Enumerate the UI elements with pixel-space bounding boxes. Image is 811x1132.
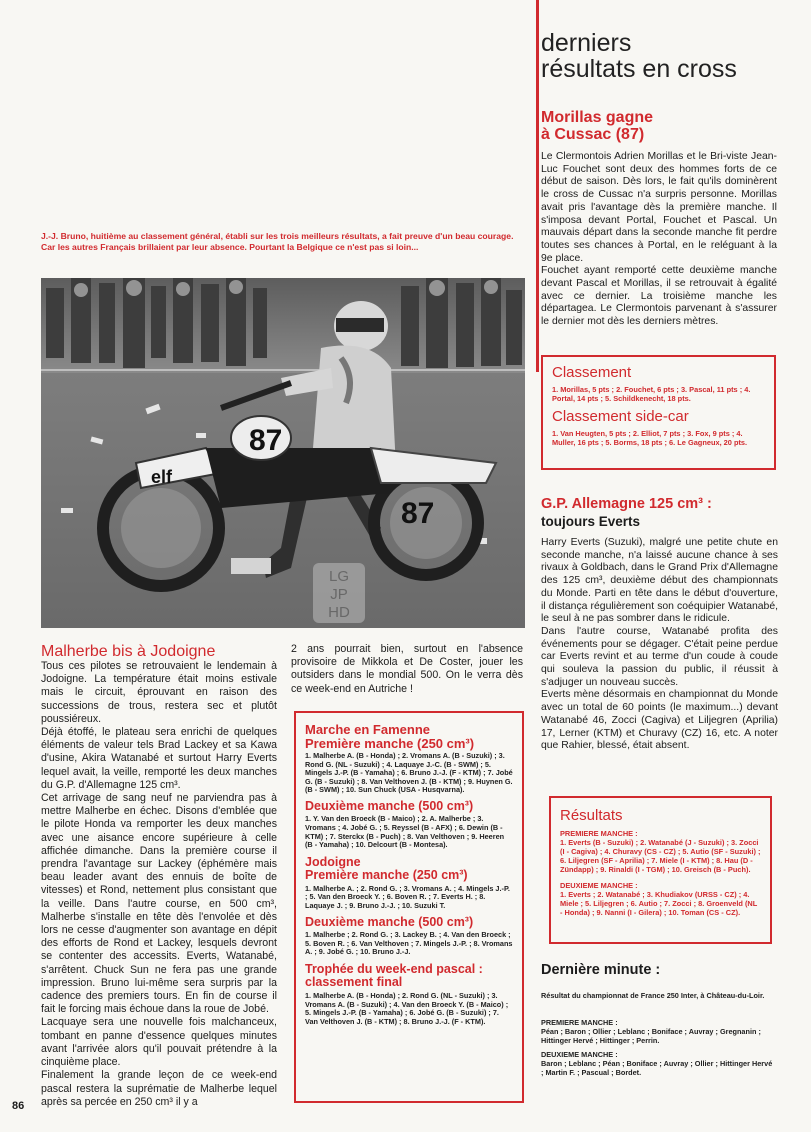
- watermark-1: LG: [328, 568, 350, 585]
- classement-sidecar-text: 1. Van Heugten, 5 pts ; 2. Elliot, 7 pts ; 3. Fox, 9 pts ; 4. Muller, 16 pts ; 5. Borms, 18 pts ; 6. Le Gagneux, 20 pts.: [552, 429, 748, 447]
- photo-number-side: 87: [401, 497, 435, 530]
- classement-box: [541, 355, 776, 470]
- red-vertical-rule: [536, 0, 539, 372]
- marche-first-heading: Première manche (250 cm³): [305, 735, 475, 751]
- photo-caption: J.-J. Bruno, huitième au classement général, établi sur les trois meilleurs résultats, a fait preuve d'un beau courage. Car les autres Français brillaient par leur absence. Pourtant la Belgique ce n'est pas si loin...: [41, 231, 514, 252]
- watermark-logo: [313, 563, 365, 623]
- malherbe-title: Malherbe bis à Jodoigne: [41, 643, 216, 660]
- malherbe-continuation: 2 ans pourrait bien, surtout en l'absence provisoire de Mikkola et De Coster, jouer les outsiders dans le mondial 500. On le verra dès ce week-end en Autriche !: [291, 643, 523, 695]
- morillas-body: Le Clermontois Adrien Morillas et le Bri-viste Jean-Luc Fouchet sont deux des hommes forts de ce début de saison. Dès lors, le fait qu'ils dominèrent le cross de Cussac n'a surpris personne. Morillas avait pris l'avantage dès la première manche. Il s'imposa devant Portal, Fouchet et Pascal. Un mauvais départ dans la seconde manche fit perdre toutes ses chances à Portal, en le reléguant à la 9e place. Fouchet ayant remporté cette deuxième manche devant Pascal et Morillas, il se retrouvait à égalité avec ce dernier. La troisième manche les départagea. Le Clermontois parvenant à s'assurer le dernier mot dès les derniers mètres.: [541, 151, 777, 328]
- jodoigne-first-heading: Première manche (250 cm³): [305, 868, 468, 883]
- trophee-results: 1. Malherbe A. (B - Honda) ; 2. Rond G. (NL - Suzuki) ; 3. Vromans A. (B - Suzuki) ; 4. Van den Broeck Y. (B - Maico) ; 5. Mingels J.-P. (B - Yamaha) ; 6. Jobé G. (B - Suzuki) ; 7. Van Velthoven J. (B - KTM) ; 8. Bruno J.-J. (F - KTM).: [305, 990, 509, 1026]
- classement-text: 1. Morillas, 5 pts ; 2. Fouchet, 6 pts ; 3. Pascal, 11 pts ; 4. Portal, 14 pts ; 5. Schildkenecht, 18 pts.: [552, 385, 751, 403]
- resultats-box: [549, 796, 772, 944]
- jodoigne-second-heading: Deuxième manche (500 cm³): [305, 914, 474, 929]
- gp-subtitle: toujours Everts: [541, 514, 641, 529]
- jodoigne-heading: Jodoigne: [305, 854, 361, 869]
- derniere-title: Dernière minute :: [541, 962, 661, 978]
- derniere-intro: Résultat du championnat de France 250 Inter, à Château-du-Loir.: [541, 991, 765, 1000]
- watermark-3: HD: [328, 604, 350, 621]
- morillas-title: Morillas gagne à Cussac (87): [541, 109, 654, 143]
- gp-title: G.P. Allemagne 125 cm³ :: [541, 496, 712, 512]
- marche-second-results: 1. Y. Van den Broeck (B - Maico) ; 2. A. Malherbe ; 3. Vromans ; 4. Jobé G. ; 5. Reyssel (B - AFX) ; 6. Dewin (B - KTM) ; 7. Sterckx (B - Puch) ; 8. Van Velthoven ; 9. Heeren (B - Yamaha) ; 10. Delcourt (B - Montesa).: [305, 814, 505, 850]
- malherbe-body: Tous ces pilotes se retrouvaient le lendemain à Jodoigne. La température était moins estivale mais le circuit, éprouvant en raison des successions de trous, restera sec et plutôt poussiéreux. Déjà étoffé, le plateau sera enrichi de quelques éléments de valeur tels Brad Lackey et sa Kawa d'usine, Akira Watanabé et surtout Harry Everts lequel avait, la veille, remporté les deux manches du G.P. d'Allemagne 125 cm³. Cet arrivage de sang neuf ne parviendra pas à mettre Malherbe en échec. Disons d'emblée que le pilote Honda va remporter les deux manches avec une aisance encore supérieure à celle affichée dimanche. Dans la première course il prendra l'avantage sur Lackey (éphémère mais beau leader avant des ennuis de boîte de vitesses) et Rond, nettement plus consistant que la veille. Dans l'autre course, en 500 cm³, Malherbe s'installe en tête dès l'envolée et dès lors ne cesse d'augmenter son avantage en dépit des efforts de Rond et Lackey, lesquels devront se contenter des accessits. Everts, Watanabé, s'arrêtent. Chuck Sun ne fera pas une grande impression. Bruno lui-même sera surpris par la cadence des premiers tours. En fin de course il fait le forcing mais échoue dans la roue de Jobé. Lacquaye sera une nouvelle fois malchanceux, tombant en panne d'essence quelques minutes avant l'arrivée alors qu'il pouvait prétendre à la cinquième place. Finalement la grande leçon de ce week-end pascal restera la suprématie de Malherbe lequel après sa percée en 250 cm³ il y a: [41, 660, 277, 1108]
- trophee-heading: Trophée du week-end pascal : classement final: [305, 961, 483, 990]
- marche-second-heading: Deuxième manche (500 cm³): [305, 798, 474, 813]
- marche-results-box: [294, 711, 524, 1103]
- photo-sponsor-text: elf: [151, 467, 173, 487]
- derniere-t1: Péan ; Baron ; Ollier ; Leblanc ; Boniface ; Auvray ; Gregnanin ; Hittinger Hervé ; Hittinger ; Perrin.: [541, 1027, 761, 1045]
- page-number: 86: [12, 1100, 25, 1112]
- resultats-t2: 1. Everts ; 2. Watanabé ; 3. Khudiakov (URSS - CZ) ; 4. Miele ; 5. Liljegren ; 6. Autio ; 7. Zocci ; 8. Groenveld (NL - Honda) ; 9. Nanni (I - Gilera) ; 10. Toman (CS - CZ).: [560, 890, 758, 917]
- jodoigne-second-results: 1. Malherbe ; 2. Rond G. ; 3. Lackey B. ; 4. Van den Broeck ; 5. Boven R. ; 6. Van Velthoven ; 7. Mingels J.-P. ; 8. Vromans A. ; 9. Jobé G. ; 10. Bruno J.-J.: [305, 930, 513, 957]
- resultats-h1: PREMIERE MANCHE :: [560, 829, 638, 838]
- marche-first-results: 1. Malherbe A. (B - Honda) ; 2. Vromans A. (B - Suzuki) ; 3. Rond G. (NL - Suzuki) ; 4. Laquaye J.-C. (B - SWM) ; 5. Mingels J.-P. (B - Yamaha) ; 6. Bruno J.-J. (F - KTM) ; 7. Jobé G. (B - Suzuki) ; 8. Van Velthoven J. (B - KTM) ; 9. Huynen G. (B - SWM) ; 10. Sun Chuck (USA - Husqvarna).: [305, 751, 513, 795]
- watermark-2: JP: [330, 586, 348, 603]
- derniere-h2: DEUXIEME MANCHE :: [541, 1050, 618, 1059]
- marche-heading: Marche en Famenne: [305, 722, 430, 737]
- jodoigne-first-results: 1. Malherbe A. ; 2. Rond G. ; 3. Vromans A. ; 4. Mingels J.-P. ; 5. Van den Broeck Y. ; 6. Boven R. ; 7. Everts H. ; 8. Laquaye J. ; 9. Bruno J.-J. ; 10. Suzuki T.: [305, 883, 510, 911]
- classement-title: Classement: [552, 364, 632, 381]
- resultats-h2: DEUXIEME MANCHE :: [560, 881, 638, 890]
- gp-body: Harry Everts (Suzuki), malgré une petite chute en seconde manche, n'a laissé aucune chance à ses rivaux à Goldbach, dans le Grand Prix d'Allemagne des 125 cm³, deuxième début des championnats du Monde. Parti en tête dans le début d'ouverture, il distança régulièrement son coéquipier Watanabé, le seul à ne pas sombrer dans le ridicule. Dans l'autre course, Watanabé profita des événements pour se dégager. C'était peine perdue car Everts revint et au terme d'un coude à coude qui souleva la passion du public, il réussit à s'adjuger un nouveau succès. Everts mène désormais en championnat du Monde avec un total de 60 points (le maximum...) devant Watanabé 46, Zocci (Cagiva) et Liljegren (Aprilia) 17, Lerner (KTM) et Churavy (CZ) 16, etc. A noter que Rahier, blessé, était absent.: [541, 537, 778, 752]
- motocross-photo: [41, 278, 525, 628]
- derniere-t2: Baron ; Leblanc ; Péan ; Boniface ; Auvray ; Ollier ; Hittinger Hervé ; Martin F. ; Pascual ; Bordet.: [541, 1059, 773, 1077]
- derniere-h1: PREMIERE MANCHE :: [541, 1018, 618, 1027]
- resultats-title: Résultats: [560, 807, 623, 824]
- photo-number-front: 87: [249, 424, 283, 457]
- section-heading: derniers résultats en cross: [541, 29, 737, 83]
- resultats-t1: 1. Everts (B - Suzuki) ; 2. Watanabé (J - Suzuki) ; 3. Zocci (I - Cagiva) ; 4. Churavy (CS - CZ) ; 5. Autio (SF - Suzuki) ; 6. Liljegren (SF - Aprilia) ; 7. Miele (I - KTM) ; 8. Hau (D - Zündapp) ; 9. Rinaldi (I - TGM) ; 10. Greisch (B - Puch).: [560, 838, 761, 874]
- classement-sidecar-title: Classement side-car: [552, 408, 689, 425]
